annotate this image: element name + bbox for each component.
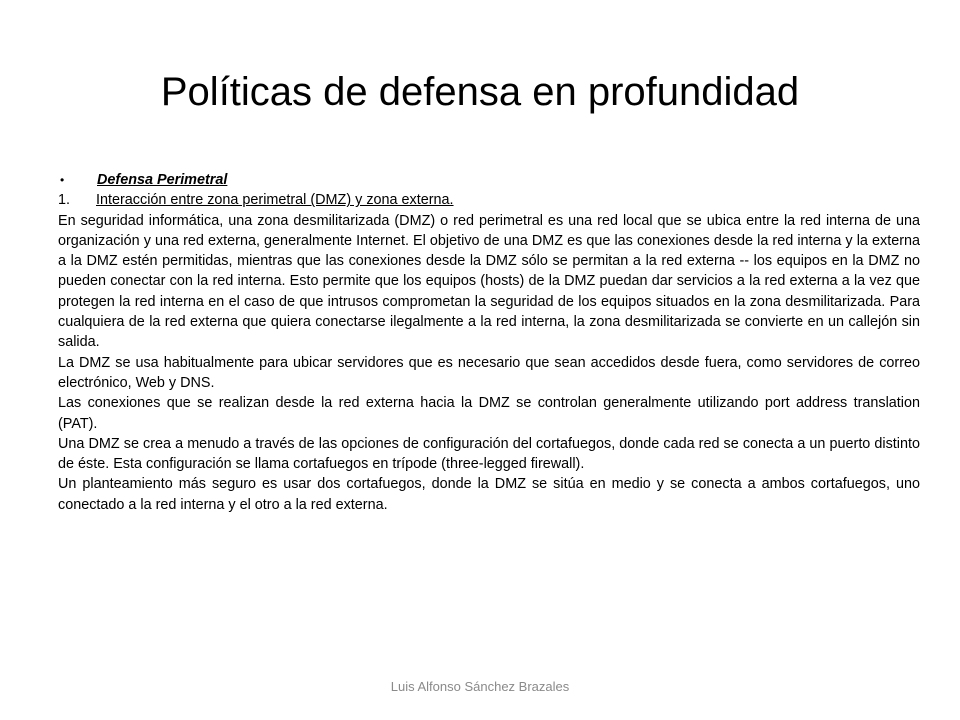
- paragraph-dmz-definition: En seguridad informática, una zona desmilitarizada (DMZ) o red perimetral es una red local que se ubica entre la red interna de una organización y una red externa, generalmente Internet. El objetivo de una DMZ es que las conexiones desde la red interna y la externa a la DMZ estén permitidas, mientras que las conexiones desde la DMZ sólo se permitan a la red externa -- los equipos en la DMZ no pueden conectar con la red interna. Esto permite que los equipos (hosts) de la DMZ puedan dar servicios a la red externa a la vez que protegen la red interna en el caso de que intrusos comprometan la seguridad de los equipos situados en la zona desmilitarizada. Para cualquiera de la red externa que quiera conectarse ilegalmente a la red interna, la zona desmilitarizada se convierte en un callejón sin salida.: [58, 212, 920, 351]
- slide-content: [58, 170, 920, 515]
- numbered-heading: Interacción entre zona perimetral (DMZ) y zona externa.: [96, 192, 454, 209]
- bullet-icon: •: [60, 173, 65, 187]
- paragraph-dmz-two-firewalls: Un planteamiento más seguro es usar dos cortafuegos, donde la DMZ se sitúa en medio y se conecta a ambos cortafuegos, uno conectado a la red interna y el otro a la red externa.: [58, 476, 920, 513]
- paragraph-dmz-usage: La DMZ se usa habitualmente para ubicar servidores que es necesario que sean accedidos desde fuera, como servidores de correo electrónico, Web y DNS.: [58, 354, 920, 391]
- paragraph-dmz-pat: Las conexiones que se realizan desde la red externa hacia la DMZ se controlan generalmente utilizando port address translation (PAT).: [58, 395, 920, 432]
- numbered-item: [58, 190, 920, 210]
- item-number: 1.: [58, 192, 71, 209]
- slide-footer: Luis Alfonso Sánchez Brazales: [390, 679, 570, 694]
- paragraph-dmz-firewall: Una DMZ se crea a menudo a través de las opciones de configuración del cortafuegos, donde cada red se conecta a un puerto distinto de éste. Esta configuración se llama cortafuegos en trípode (three-legged firewall).: [58, 435, 920, 473]
- slide-title: Políticas de defensa en profundidad: [160, 70, 800, 114]
- bullet-heading: Defensa Perimetral: [97, 172, 228, 188]
- bullet-item: [58, 170, 920, 190]
